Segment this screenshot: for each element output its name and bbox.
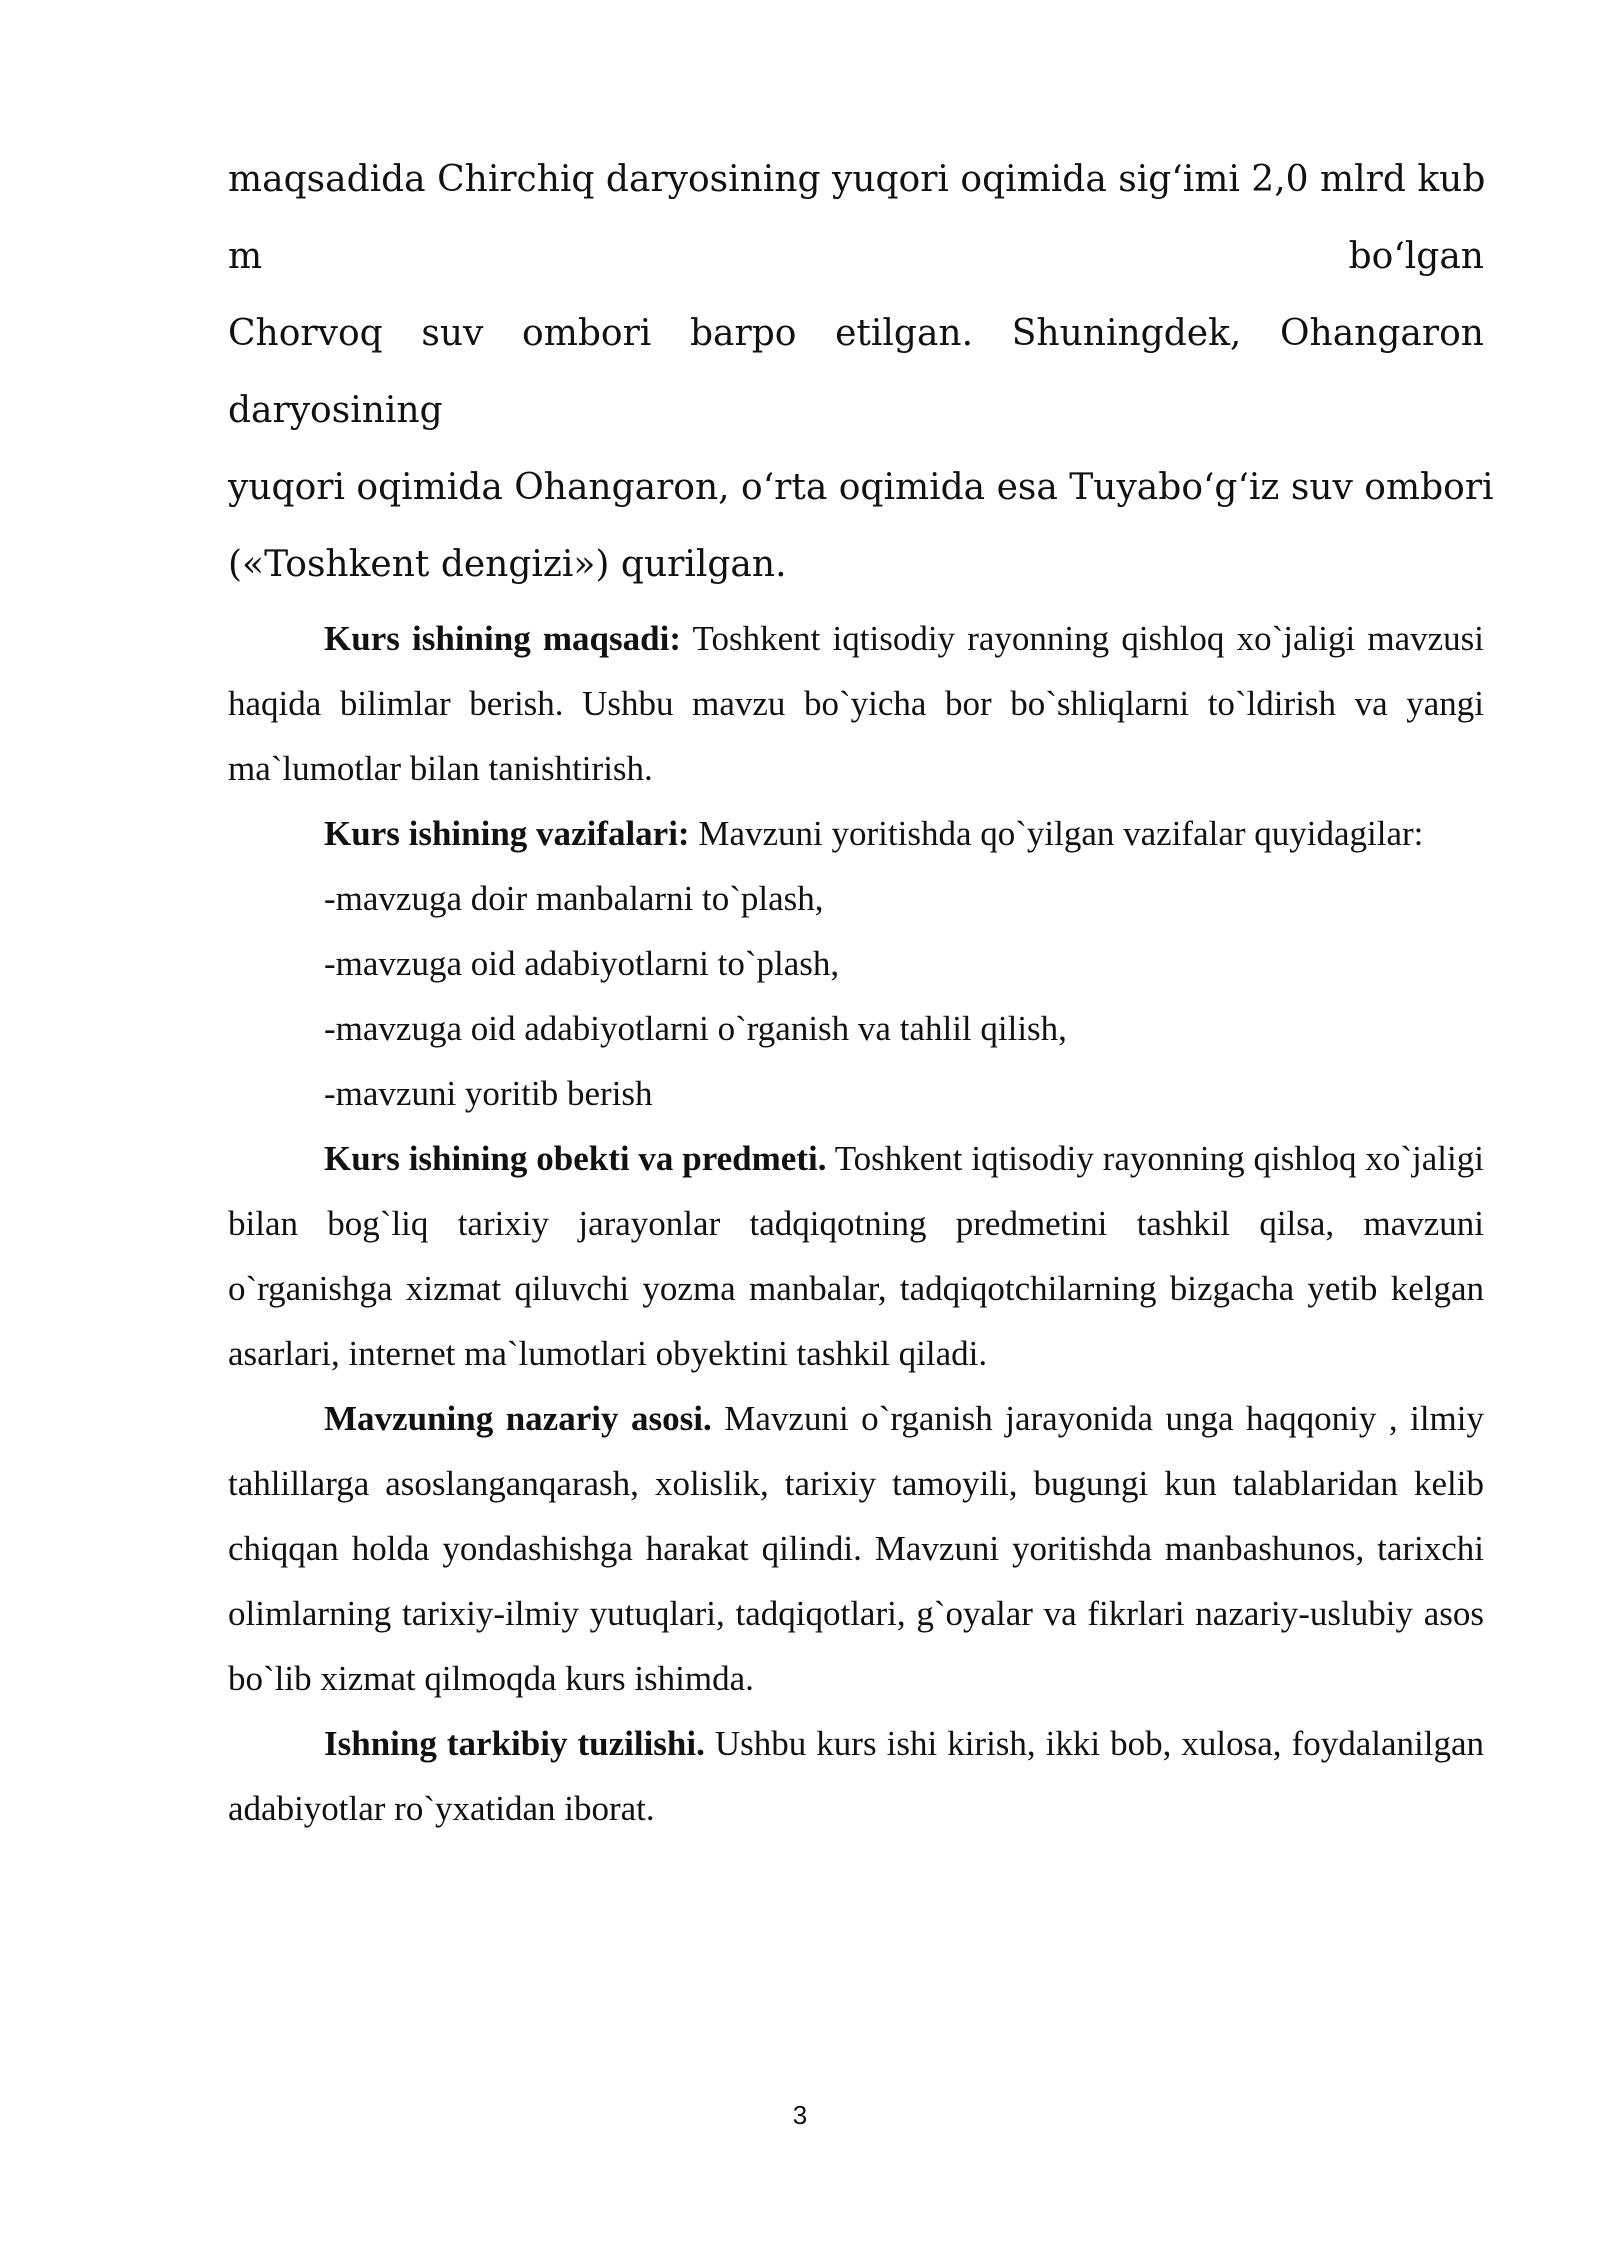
page-number: 3 bbox=[792, 2100, 808, 2130]
intro-line-6: («Toshkent dengizi») qurilgan. bbox=[228, 544, 787, 585]
list-item: -mavzuni yoritib berish bbox=[324, 1074, 653, 1113]
tasks-list bbox=[228, 866, 1484, 1126]
intro-word: barpo bbox=[690, 313, 797, 354]
section-theory bbox=[228, 1386, 1484, 1711]
intro-word: Chorvoq bbox=[228, 313, 383, 354]
intro-line-2-right: bo‘lgan bbox=[1348, 236, 1484, 277]
section-object-text: Toshkent iqtisodiy rayonning qishloq xo`jaligi bilan bog`liq tarixiy jarayonlar tadqiqotning predmetini tashkil qilsa, mavzuni o`rganishga xizmat qiluvchi yozma manbalar, tadqiqotchilarning bizgacha yetib kelgan asarlari, internet ma`lumotlari obyektini tashkil qiladi. bbox=[228, 1139, 1484, 1373]
intro-line-2 bbox=[228, 218, 1484, 295]
section-goal-heading: Kurs ishining maqsadi: bbox=[324, 619, 681, 658]
intro-line-3 bbox=[228, 295, 1484, 372]
section-theory-heading: Mavzuning nazariy asosi. bbox=[324, 1399, 712, 1438]
list-item: -mavzuga oid adabiyotlarni o`rganish va tahlil qilish, bbox=[324, 1009, 1067, 1048]
section-structure-text: Ushbu kurs ishi kirish, ikki bob, xulosa, foydalanilgan adabiyotlar ro`yxatidan iborat. bbox=[228, 1724, 1484, 1828]
intro-word: Ohangaron bbox=[1280, 313, 1484, 354]
intro-line-5: yuqori oqimida Ohangaron, o‘rta oqimida esa Tuyabo‘g‘iz suv ombori bbox=[228, 467, 1494, 508]
intro-word: Shuningdek, bbox=[1011, 313, 1242, 354]
document-body bbox=[228, 606, 1484, 1841]
section-object-heading: Kurs ishining obekti va predmeti. bbox=[324, 1139, 827, 1178]
section-structure-heading: Ishning tarkibiy tuzilishi. bbox=[324, 1724, 705, 1763]
section-goal bbox=[228, 606, 1484, 801]
section-tasks-heading: Kurs ishining vazifalari: bbox=[324, 814, 690, 853]
intro-line-4: daryosining bbox=[228, 390, 443, 431]
section-object bbox=[228, 1126, 1484, 1386]
section-theory-text: Mavzuni o`rganish jarayonida unga haqqoniy , ilmiy tahlillarga asoslanganqarash, xolislik, tarixiy tamoyili, bugungi kun talablaridan kelib chiqqan holda yondashishga harakat qilindi. Mavzuni yoritishda manbashunos, tarixchi olimlarning tarixiy-ilmiy yutuqlari, tadqiqotlari, g`oyalar va fikrlari nazariy-uslubiy asos bo`lib xizmat qilmoqda kurs ishimda. bbox=[228, 1399, 1485, 1698]
section-goal-text: Toshkent iqtisodiy rayonning qishloq xo`jaligi mavzusi haqida bilimlar berish. Ushbu mavzu bo`yicha bor bo`shliqlarni to`ldirish va yangi ma`lumotlar bilan tanishtirish. bbox=[228, 619, 1484, 788]
intro-line-1: maqsadida Chirchiq daryosining yuqori oqimida sig‘imi 2,0 mlrd kub bbox=[228, 159, 1486, 200]
intro-line-2-left: m bbox=[228, 236, 263, 277]
list-item: -mavzuga doir manbalarni to`plash, bbox=[324, 879, 824, 918]
section-tasks-text: Mavzuni yoritishda qo`yilgan vazifalar quyidagilar: bbox=[698, 814, 1424, 853]
intro-word: suv bbox=[421, 313, 484, 354]
intro-word: etilgan. bbox=[835, 313, 974, 354]
list-item: -mavzuga oid adabiyotlarni to`plash, bbox=[324, 944, 840, 983]
intro-word: ombori bbox=[522, 313, 652, 354]
section-tasks bbox=[228, 801, 1484, 866]
section-structure bbox=[228, 1711, 1484, 1841]
